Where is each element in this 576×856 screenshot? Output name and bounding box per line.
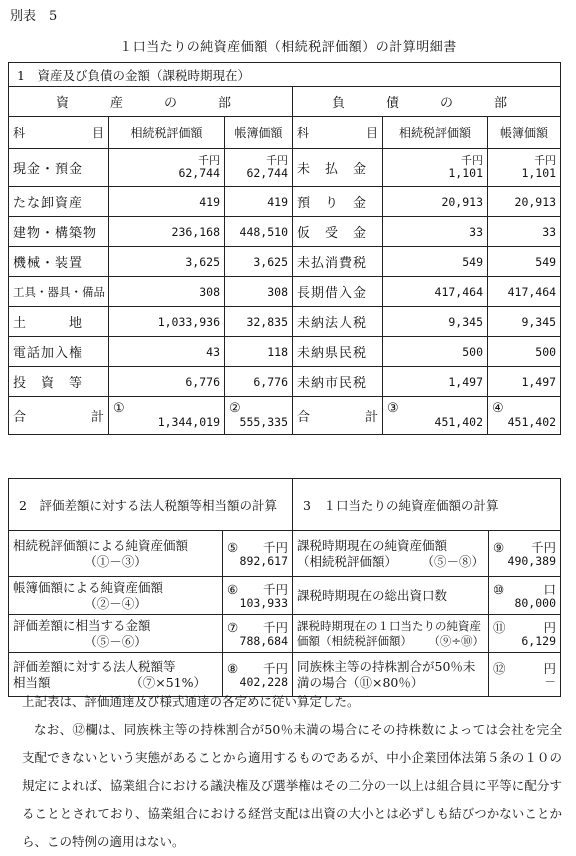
liability-label: 未納法人税 — [293, 307, 383, 337]
section3-heading: 3 １口当たりの純資産価額の計算 — [293, 479, 561, 531]
asset-label: 工具・器具・備品 — [9, 277, 109, 307]
liability-chobo-value: 417,464 — [488, 277, 561, 307]
liability-chobo-value: 549 — [488, 247, 561, 277]
total-row — [9, 397, 561, 435]
liab-sozoku-header: 相続税評価額 — [383, 117, 488, 149]
table-row — [9, 531, 561, 577]
asset-kamoku-header: 科 目 — [9, 117, 109, 149]
liability-label: 長期借入金 — [293, 277, 383, 307]
assets-group-header: 資 産 の 部 — [9, 87, 293, 117]
table-row — [9, 615, 561, 653]
note-paragraph: なお、⑫欄は、同族株主等の持株割合が50％未満の場合にその持株数によっては会社を完全支配できないという実態があることから適用するものであるが、中小企業団体法第５条の１０の規定によれば、協業組合における議決権及び選挙権はその二分の一以上は組合員に平等に配分することとされており、協業組合における経営支配は出資の大小とは必ずしも結びつかないことから、この特例の適用はない。 — [22, 722, 562, 849]
liability-sozoku-value: 417,464 — [383, 277, 488, 307]
net-assets-chobo-label: 帳簿価額による純資産価額 （②－④） — [9, 577, 223, 615]
document-title: １口当たりの純資産価額（相続税評価額）の計算明細書 — [119, 40, 457, 55]
liability-sozoku-value: 9,345 — [383, 307, 488, 337]
liability-label: 仮 受 金 — [293, 217, 383, 247]
liability-sozoku-value: 千円 1,101 — [383, 149, 488, 187]
valuation-difference-value: ⑦ 千円 788,684 — [223, 615, 293, 653]
special-case-value: ⑫ 円 － — [489, 653, 561, 697]
liabilities-group-header: 負 債 の 部 — [293, 87, 561, 117]
per-unit-value-label: 課税時期現在の１口当たりの純資産 価額（相続税評価額） （⑨÷⑩） — [293, 615, 489, 653]
liability-label: 未納市民税 — [293, 367, 383, 397]
liability-sozoku-value: 20,913 — [383, 187, 488, 217]
asset-total-label: 合 計 — [9, 397, 109, 435]
assets-liabilities-table — [8, 62, 561, 435]
asset-sozoku-header: 相続税評価額 — [109, 117, 225, 149]
section2-heading: 2 評価差額に対する法人税額等相当額の計算 — [9, 479, 293, 531]
calculation-table — [8, 478, 561, 697]
liab-chobo-header: 帳簿価額 — [488, 117, 561, 149]
note-line: 上記表は、評価通達及び様式通達の各定めに従い算定した。 — [22, 694, 360, 709]
corporate-tax-equivalent-label: 評価差額に対する法人税額等 相当額 （⑦×51%） — [9, 653, 223, 697]
liability-chobo-value: 千円 1,101 — [488, 149, 561, 187]
asset-sozoku-value: 419 — [109, 187, 225, 217]
valuation-difference-label: 評価差額に相当する金額 （⑤－⑥） — [9, 615, 223, 653]
liability-label: 預 り 金 — [293, 187, 383, 217]
asset-label: 現金・預金 — [9, 149, 109, 187]
liability-total-label: 合 計 — [293, 397, 383, 435]
net-assets-current-value: ⑨ 千円 490,389 — [489, 531, 561, 577]
asset-chobo-value: 308 — [225, 277, 293, 307]
table-row — [9, 149, 561, 187]
asset-sozoku-value: 6,776 — [109, 367, 225, 397]
liability-sozoku-value: 500 — [383, 337, 488, 367]
asset-sozoku-total: ① 1,344,019 — [109, 397, 225, 435]
asset-sozoku-value: 千円 62,744 — [109, 149, 225, 187]
special-case-label: 同族株主等の持株割合が50％未 満の場合（⑪×80％） — [293, 653, 489, 697]
total-units-value: ⑩ 口 80,000 — [489, 577, 561, 615]
asset-chobo-value: 3,625 — [225, 247, 293, 277]
asset-chobo-value: 448,510 — [225, 217, 293, 247]
table-row — [9, 307, 561, 337]
table-row — [9, 337, 561, 367]
asset-label: たな卸資産 — [9, 187, 109, 217]
asset-sozoku-value: 3,625 — [109, 247, 225, 277]
net-assets-chobo-value: ⑥ 千円 103,933 — [223, 577, 293, 615]
liability-chobo-value: 33 — [488, 217, 561, 247]
liability-sozoku-value: 1,497 — [383, 367, 488, 397]
asset-label: 投 資 等 — [9, 367, 109, 397]
net-assets-current-label: 課税時期現在の純資産価額 （相続税評価額） （⑤－⑧） — [293, 531, 489, 577]
corporate-tax-equivalent-value: ⑧ 千円 402,228 — [223, 653, 293, 697]
asset-chobo-value: 千円 62,744 — [225, 149, 293, 187]
asset-chobo-total: ② 555,335 — [225, 397, 293, 435]
liability-label: 未払消費税 — [293, 247, 383, 277]
appendix-label: 別表 5 — [10, 9, 58, 24]
liability-chobo-value: 500 — [488, 337, 561, 367]
section1-heading: 1 資産及び負債の金額（課税時期現在） — [9, 63, 561, 87]
table-row — [9, 577, 561, 615]
liability-chobo-value: 20,913 — [488, 187, 561, 217]
liability-sozoku-value: 549 — [383, 247, 488, 277]
asset-chobo-header: 帳簿価額 — [225, 117, 293, 149]
liability-sozoku-value: 33 — [383, 217, 488, 247]
asset-chobo-value: 118 — [225, 337, 293, 367]
liability-label: 未 払 金 — [293, 149, 383, 187]
liability-sozoku-total: ③ 451,402 — [383, 397, 488, 435]
liability-chobo-value: 9,345 — [488, 307, 561, 337]
total-units-label: 課税時期現在の総出資口数 — [293, 577, 489, 615]
asset-chobo-value: 6,776 — [225, 367, 293, 397]
liab-kamoku-header: 科 目 — [293, 117, 383, 149]
net-assets-sozoku-value: ⑤ 千円 892,617 — [223, 531, 293, 577]
asset-chobo-value: 419 — [225, 187, 293, 217]
liability-chobo-value: 1,497 — [488, 367, 561, 397]
asset-sozoku-value: 1,033,936 — [109, 307, 225, 337]
table-row — [9, 367, 561, 397]
net-assets-sozoku-label: 相続税評価額による純資産価額 （①－③） — [9, 531, 223, 577]
table-row — [9, 247, 561, 277]
liability-chobo-total: ④ 451,402 — [488, 397, 561, 435]
asset-label: 建物・構築物 — [9, 217, 109, 247]
asset-chobo-value: 32,835 — [225, 307, 293, 337]
table-row — [9, 217, 561, 247]
asset-label: 土 地 — [9, 307, 109, 337]
asset-sozoku-value: 236,168 — [109, 217, 225, 247]
liability-label: 未納県民税 — [293, 337, 383, 367]
asset-label: 機械・装置 — [9, 247, 109, 277]
asset-sozoku-value: 308 — [109, 277, 225, 307]
table-row — [9, 187, 561, 217]
asset-label: 電話加入権 — [9, 337, 109, 367]
per-unit-value-value: ⑪ 円 6,129 — [489, 615, 561, 653]
table-row — [9, 277, 561, 307]
asset-sozoku-value: 43 — [109, 337, 225, 367]
